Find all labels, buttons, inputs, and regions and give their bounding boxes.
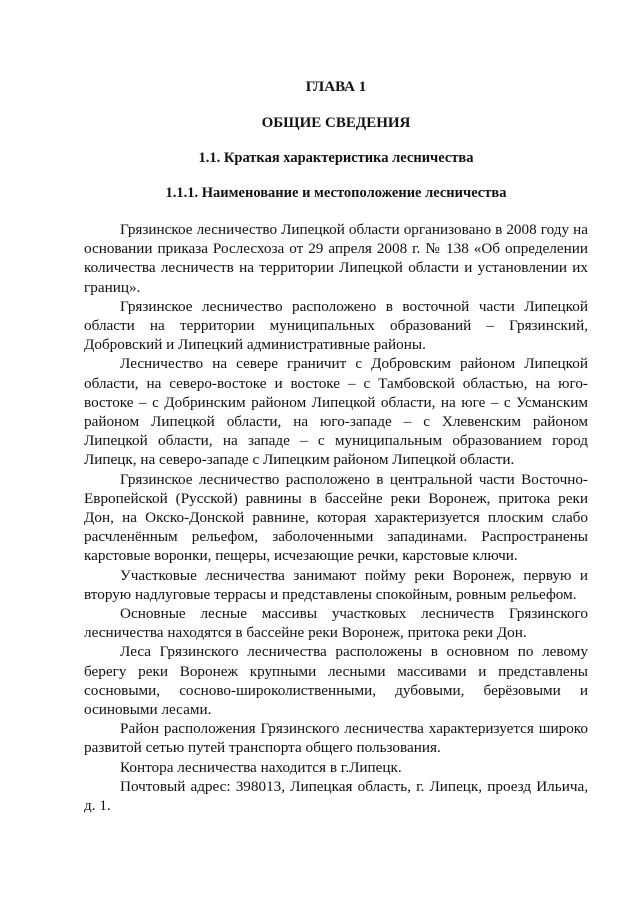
- paragraph: Лесничество на севере граничит с Добровским районом Липецкой области, на северо-востоке и востоке – с Тамбовской областью, на юго-востоке – с Добринским районом Липецкой области, на юге – с Усманским районом Липецкой области, на юго-западе – с Хлевенским районом Липецкой области, на западе – с муниципальным образованием город Липецк, на северо-западе с Липецким районом Липецкой области.: [84, 355, 588, 469]
- paragraph: Участковые лесничества занимают пойму реки Воронеж, первую и вторую надлуговые террасы и представлены спокойным, ровным рельефом.: [84, 566, 588, 603]
- chapter-heading: ГЛАВА 1: [305, 79, 367, 95]
- paragraph: Леса Грязинского лесничества расположены в основном по левому берегу реки Воронеж крупными лесными массивами и представлены сосновыми, сосново-широколиственными, дубовыми, берёзовыми и осиновыми лесами.: [84, 643, 588, 719]
- paragraph: Грязинское лесничество расположено в центральной части Восточно-Европейской (Русской) равнины в бассейне реки Воронеж, притока реки Дон, на Окско-Донской равнине, которая характеризуется плоским слабо расчленённым рельефом, заболоченными западинами. Распространены карстовые воронки, пещеры, исчезающие речки, карстовые ключи.: [84, 470, 588, 565]
- paragraph: Грязинское лесничество Липецкой области организовано в 2008 году на основании приказа Рослесхоза от 29 апреля 2008 г. № 138 «Об определении количества лесничеств на территории Липецкой области и установлении их границ».: [84, 221, 588, 296]
- paragraph: Район расположения Грязинского лесничества характеризуется широко развитой сетью путей транспорта общего пользования.: [84, 720, 588, 757]
- subsubsection-title: 1.1.1. Наименование и местоположение лесничества: [165, 185, 507, 201]
- paragraph: Основные лесные массивы участковых лесничеств Грязинского лесничества находятся в бассейне реки Воронеж, притока реки Дон.: [84, 605, 588, 642]
- paragraph: Грязинское лесничество расположено в восточной части Липецкой области на территории муниципальных образований – Грязинский, Добровский и Липецкий административные районы.: [84, 297, 588, 354]
- subsection-title: 1.1. Краткая характеристика лесничества: [198, 150, 474, 166]
- section-title: ОБЩИЕ СВЕДЕНИЯ: [261, 115, 411, 131]
- body-text: [84, 220, 588, 815]
- paragraph: Почтовый адрес: 398013, Липецкая область, г. Липецк, проезд Ильича, д. 1.: [84, 777, 588, 815]
- paragraph: Контора лесничества находится в г.Липецк.: [120, 758, 402, 776]
